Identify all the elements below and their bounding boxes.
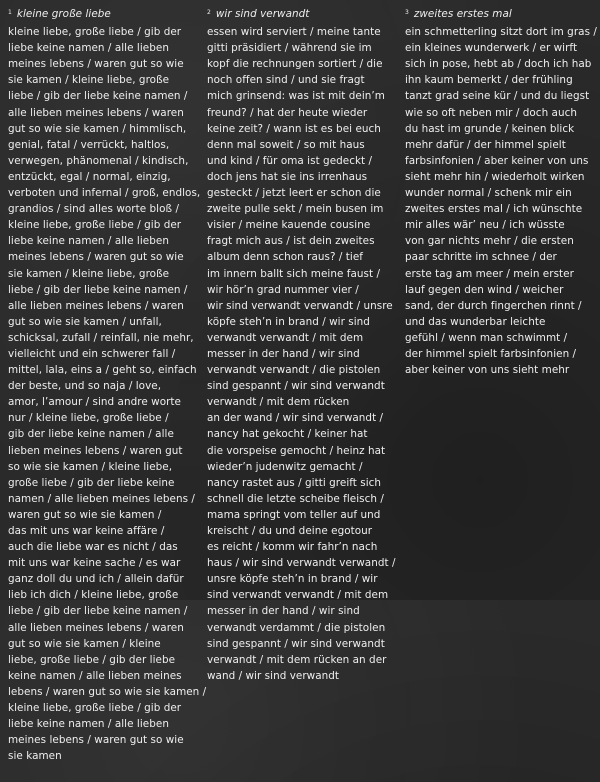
lyric-line: nancy rastet aus / gitti greift sich — [207, 476, 382, 489]
lyric-line: doch jens hat sie ins irrenhaus — [207, 170, 368, 183]
lyric-line: alle lieben meines lebens / waren — [8, 299, 184, 312]
lyric-line: köpfe steh’n in brand / wir sind — [207, 315, 370, 328]
lyric-line: verwegen, phänomenal / kindisch, — [8, 154, 189, 167]
lyric-line: große liebe / gib der liebe keine — [8, 476, 175, 489]
lyric-line: keine namen / alle lieben meines — [8, 669, 182, 682]
lyric-line: nur / kleine liebe, große liebe / — [8, 412, 169, 425]
lyric-line: kopf die rechnungen sortiert / die — [207, 58, 383, 71]
lyric-line: kreischt / du und deine egotour — [207, 525, 373, 537]
lyric-line: nancy hat gekocht / keiner hat — [207, 428, 368, 441]
lyric-line: der himmel spielt farbsinfonien / — [405, 347, 577, 360]
lyric-line: verwandt verdammt / die pistolen — [207, 621, 386, 634]
lyric-line: denn mal soweit / so mit haus — [207, 138, 365, 151]
lyric-line: wie so oft neben mir / doch auch — [405, 106, 578, 119]
lyric-line: grandios / sind alles worte bloß / — [8, 203, 179, 216]
song-title: zweites erstes mal — [413, 8, 512, 20]
lyric-line: erste tag am meer / mein erster — [405, 267, 574, 280]
song-heading — [207, 6, 397, 24]
lyric-line: die vorspeise gemocht / heinz hat — [207, 444, 386, 457]
lyric-line: sind verwandt verwandt / mit dem — [207, 589, 389, 602]
lyric-line: zweites erstes mal / ich wünschte — [405, 203, 583, 216]
lyric-line: und kind / für oma ist gedeckt / — [207, 154, 373, 167]
song-block — [405, 6, 595, 378]
lyric-line: entzückt, egal / normal, einzig, — [8, 170, 171, 183]
lyric-line: das mit uns war keine affäre / — [8, 525, 165, 537]
lyric-line: kleine liebe, große liebe / gib der — [8, 219, 182, 232]
lyric-line: fragt mich aus / ist dein zweites — [207, 235, 375, 248]
song-heading — [8, 6, 198, 24]
lyric-line: lebens / waren gut so wie sie kamen / — [8, 685, 207, 698]
lyric-line: ihn kaum bemerkt / der frühling — [405, 74, 573, 87]
lyric-line: tanzt grad seine kür / und du liegst — [405, 90, 590, 103]
lyric-line: von gar nichts mehr / die ersten — [405, 235, 574, 248]
lyric-line: verwandt / mit dem rücken — [207, 396, 350, 409]
lyric-line: namen / alle lieben meines lebens / — [8, 492, 195, 505]
lyric-line: sie kamen / kleine liebe, große — [8, 267, 170, 280]
lyric-line: lieb ich dich / kleine liebe, große — [8, 589, 179, 602]
lyric-line: wieder’n judenwitz gemacht / — [207, 460, 363, 473]
lyric-line: mich grinsend: was ist mit dein’m — [207, 90, 385, 103]
lyric-line: zweite pulle sekt / mein busen im — [207, 203, 384, 216]
lyrics-column-3 — [405, 6, 595, 396]
lyric-line: alle lieben meines lebens / waren — [8, 621, 184, 634]
lyric-line: album denn schon raus? / tief — [207, 251, 364, 264]
lyric-line: liebe / gib der liebe keine namen / — [8, 605, 188, 618]
lyric-line: gut so wie sie kamen / kleine — [8, 637, 161, 650]
lyric-line: sieht mehr hin / wiederholt wirken — [405, 170, 585, 183]
lyric-line: lauf gegen den wind / weicher — [405, 283, 564, 296]
lyric-line: mehr dafür / der himmel spielt — [405, 138, 566, 151]
song-title: kleine große liebe — [16, 8, 111, 20]
lyric-line: liebe keine namen / alle lieben — [8, 718, 169, 731]
lyric-line: liebe, große liebe / gib der liebe — [8, 653, 176, 666]
lyric-line: unsre köpfe steh’n in brand / wir — [207, 573, 378, 586]
lyric-line: gitti präsidiert / während sie im — [207, 42, 372, 55]
lyric-line: wand / wir sind verwandt — [207, 669, 340, 682]
lyric-line: paar schritte im schnee / der — [405, 251, 557, 264]
lyric-line: alle lieben meines lebens / waren — [8, 106, 184, 119]
lyric-line: haus / wir sind verwandt verwandt / — [207, 557, 396, 570]
lyric-line: messer in der hand / wir sind — [207, 605, 360, 618]
lyric-line: verwandt / mit dem rücken an der — [207, 653, 387, 666]
lyric-line: mittel, lala, eins a / geht so, einfach — [8, 364, 197, 377]
lyric-line: meines lebens / waren gut so wie — [8, 734, 184, 747]
lyric-line: verwandt verwandt / die pistolen — [207, 364, 381, 377]
song-block — [8, 6, 207, 764]
lyric-line: sand, der durch fingerchen rinnt / — [405, 299, 582, 312]
lyric-line: so wie sie kamen / kleine liebe, — [8, 460, 173, 473]
lyric-line: wir sind verwandt verwandt / unsre — [207, 299, 393, 312]
lyric-line: aber keiner von uns sieht mehr — [405, 364, 570, 377]
lyric-line: sie kamen / kleine liebe, große — [8, 74, 170, 87]
lyric-line: freund? / hat der heute wieder — [207, 106, 368, 119]
lyric-line: ein schmetterling sitzt dort im gras / — [405, 26, 597, 39]
song-title: wir sind verwandt — [215, 8, 310, 20]
lyric-line: an der wand / wir sind verwandt / — [207, 412, 384, 425]
lyric-line: gesteckt / jetzt leert er schon die — [207, 187, 381, 200]
lyric-line: ganz doll du und ich / allein dafür — [8, 573, 184, 586]
song-number: 2 — [207, 9, 211, 16]
lyric-line: genial, fatal / verrückt, haltlos, — [8, 138, 170, 151]
lyric-line: mit uns war keine sache / es war — [8, 557, 181, 570]
lyric-line: gib der liebe keine namen / alle — [8, 428, 174, 441]
lyric-line: visier / meine kauende cousine — [207, 219, 371, 232]
lyrics-column-1 — [8, 6, 207, 782]
lyric-line: wunder normal / schenk mir ein — [405, 187, 572, 200]
lyric-line: gut so wie sie kamen / himmlisch, — [8, 122, 187, 135]
lyric-line: lieben meines lebens / waren gut — [8, 444, 183, 457]
lyric-line: liebe keine namen / alle lieben — [8, 235, 169, 248]
lyric-line: meines lebens / waren gut so wie — [8, 58, 184, 71]
song-block — [207, 6, 397, 684]
song-heading — [405, 6, 595, 24]
lyric-line: du hast im grunde / keinen blick — [405, 122, 575, 135]
lyric-line: farbsinfonien / aber keiner von uns — [405, 154, 589, 167]
lyric-line: vielleicht und ein schwerer fall / — [8, 347, 176, 360]
lyric-line: gut so wie sie kamen / unfall, — [8, 315, 162, 328]
lyric-line: waren gut so wie sie kamen / — [8, 508, 162, 521]
lyric-line: es reicht / komm wir fahr’n nach — [207, 541, 378, 554]
lyric-line: sind gespannt / wir sind verwandt — [207, 380, 385, 393]
lyric-line: mama springt vom teller auf und — [207, 508, 381, 521]
lyric-line: liebe / gib der liebe keine namen / — [8, 283, 188, 296]
lyric-line: schnell die letzte scheibe fleisch / — [207, 492, 384, 505]
lyric-line: verwandt verwandt / mit dem — [207, 331, 364, 344]
lyric-line: meines lebens / waren gut so wie — [8, 251, 184, 264]
lyric-line: gefühl / wenn man schwimmt / — [405, 331, 568, 344]
lyric-line: im innern ballt sich meine faust / — [207, 267, 381, 280]
lyric-line: sie kamen — [8, 750, 62, 763]
lyric-line: amor, l’amour / sind andre worte — [8, 396, 181, 409]
lyric-line: auch die liebe war es nicht / das — [8, 541, 178, 554]
lyric-line: essen wird serviert / meine tante — [207, 26, 381, 39]
song-number: 3 — [405, 9, 409, 16]
lyric-line: der beste, und so naja / love, — [8, 380, 162, 393]
lyric-line: mir alles wär’ neu / ich wüsste — [405, 219, 565, 232]
lyric-line: liebe keine namen / alle lieben — [8, 42, 169, 55]
lyrics-column-2 — [207, 6, 397, 702]
lyric-line: kleine liebe, große liebe / gib der — [8, 26, 182, 39]
lyric-line: schicksal, zufall / reinfall, nie mehr, — [8, 331, 194, 344]
lyric-line: noch offen sind / und sie fragt — [207, 74, 365, 87]
song-number: 1 — [8, 9, 12, 16]
lyric-line: sind gespannt / wir sind verwandt — [207, 637, 385, 650]
lyric-line: und das wunderbar leichte — [405, 315, 546, 328]
lyric-line: ein kleines wunderwerk / er wirft — [405, 42, 578, 55]
lyric-line: messer in der hand / wir sind — [207, 347, 360, 360]
lyric-line: sich in pose, hebt ab / doch ich hab — [405, 58, 592, 71]
lyric-line: wir hör’n grad nummer vier / — [207, 283, 359, 296]
lyric-line: verboten und infernal / groß, endlos, — [8, 187, 201, 200]
lyric-line: keine zeit? / wann ist es bei euch — [207, 122, 381, 135]
lyric-line: liebe / gib der liebe keine namen / — [8, 90, 188, 103]
lyric-line: kleine liebe, große liebe / gib der — [8, 702, 182, 715]
